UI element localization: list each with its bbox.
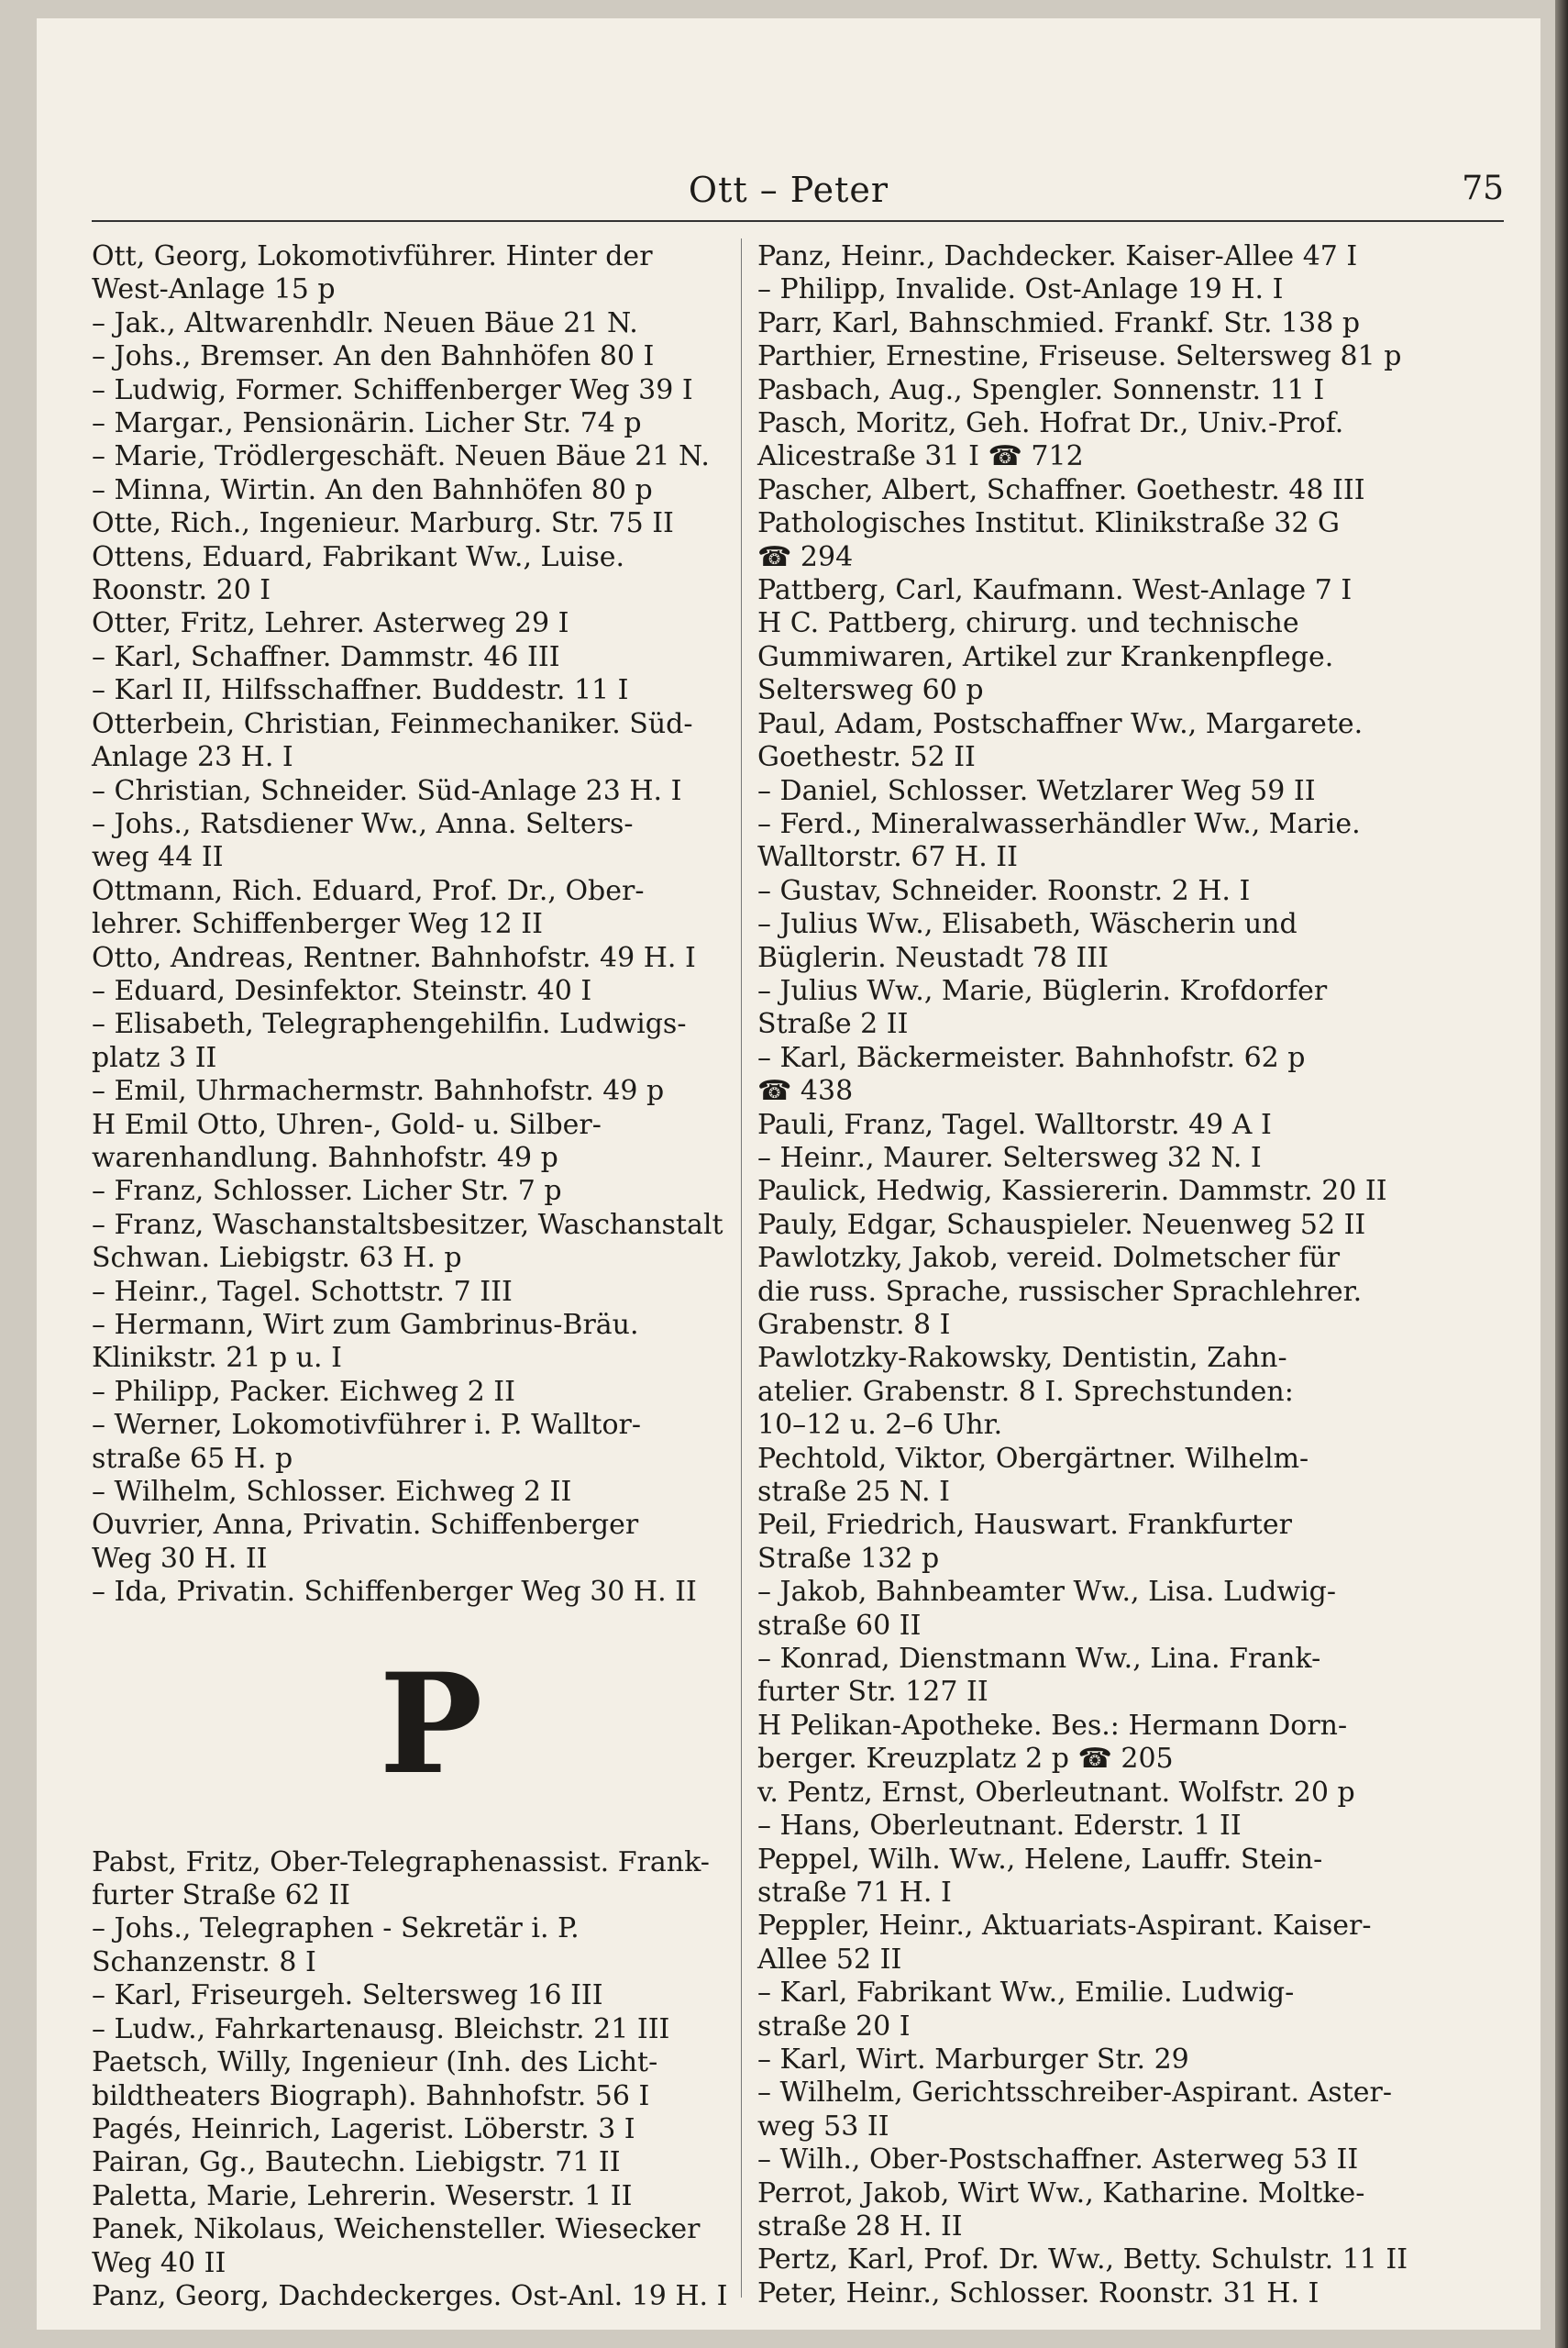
left-column bbox=[92, 240, 770, 2313]
directory-entry bbox=[757, 273, 1436, 306]
entry-line: – Johs., Telegraphen - Sekretär i. P. bbox=[92, 1912, 580, 1945]
directory-entry bbox=[92, 808, 770, 875]
directory-entry bbox=[757, 2177, 1436, 2244]
entry-line: Paletta, Marie, Lehrerin. Weserstr. 1 II bbox=[92, 2179, 633, 2212]
entry-line: – Heinr., Tagel. Schottstr. 7 III bbox=[92, 1275, 513, 1308]
directory-entry bbox=[757, 1042, 1436, 1109]
entry-line: straße 71 H. I bbox=[757, 1876, 952, 1909]
entry-line: v. Pentz, Ernst, Oberleutnant. Wolfstr. 20 p bbox=[757, 1776, 1355, 1809]
entry-line: straße 20 I bbox=[757, 2010, 911, 2043]
directory-entry bbox=[757, 240, 1436, 273]
entry-line: – Franz, Schlosser. Licher Str. 7 p bbox=[92, 1175, 562, 1208]
entry-line: Peppler, Heinr., Aktuariats-Aspirant. Kaiser- bbox=[757, 1910, 1372, 1943]
entry-line: – Ferd., Mineralwasserhändler Ww., Marie. bbox=[757, 807, 1361, 840]
entry-line: ☎ 294 bbox=[757, 540, 854, 573]
left-column-o-entries bbox=[92, 240, 770, 1610]
directory-entry bbox=[92, 1075, 770, 1108]
entry-line: Ottens, Eduard, Fabrikant Ww., Luise. bbox=[92, 540, 625, 573]
entry-line: Peter, Heinr., Schlosser. Roonstr. 31 H. I bbox=[757, 2276, 1320, 2309]
directory-entry bbox=[757, 2077, 1436, 2143]
entry-line: ☎ 438 bbox=[757, 1075, 854, 1108]
directory-entry bbox=[757, 2143, 1436, 2176]
entry-line: – Ludw., Fahrkartenausg. Bleichstr. 21 III bbox=[92, 2012, 670, 2045]
directory-entry bbox=[92, 1209, 770, 1276]
left-column-p-entries bbox=[92, 1846, 770, 2314]
entry-line: – Marie, Trödlergeschäft. Neuen Bäue 21 N. bbox=[92, 440, 710, 473]
directory-entry bbox=[757, 708, 1436, 775]
entry-line: – Karl, Bäckermeister. Bahnhofstr. 62 p bbox=[757, 1041, 1306, 1074]
entry-line: Straße 2 II bbox=[757, 1008, 909, 1041]
entry-line: berger. Kreuzplatz 2 p ☎ 205 bbox=[757, 1743, 1174, 1776]
entry-line: straße 65 H. p bbox=[92, 1442, 293, 1475]
entry-line: 10–12 u. 2–6 Uhr. bbox=[757, 1409, 1003, 1442]
letter-heading: P bbox=[379, 1643, 483, 1805]
right-column bbox=[757, 240, 1436, 2310]
directory-entry bbox=[757, 1576, 1436, 1643]
directory-entry bbox=[757, 1643, 1436, 1710]
entry-line: – Karl, Fabrikant Ww., Emilie. Ludwig- bbox=[757, 1977, 1295, 2010]
entry-line: Pagés, Heinrich, Lagerist. Löberstr. 3 I bbox=[92, 2112, 635, 2145]
directory-entry bbox=[92, 1175, 770, 1208]
entry-line: straße 28 H. II bbox=[757, 2210, 963, 2243]
directory-entry bbox=[757, 2243, 1436, 2276]
directory-entry bbox=[757, 975, 1436, 1042]
entry-line: Otterbein, Christian, Feinmechaniker. Süd- bbox=[92, 707, 693, 740]
directory-entry bbox=[757, 1777, 1436, 1810]
directory-entry bbox=[92, 407, 770, 440]
entry-line: Paul, Adam, Postschaffner Ww., Margarete. bbox=[757, 707, 1364, 740]
entry-line: – Eduard, Desinfektor. Steinstr. 40 I bbox=[92, 974, 592, 1007]
directory-entry bbox=[757, 474, 1436, 507]
entry-line: – Karl, Wirt. Marburger Str. 29 bbox=[757, 2043, 1189, 2076]
entry-line: – Gustav, Schneider. Roonstr. 2 H. I bbox=[757, 874, 1251, 907]
entry-line: – Hermann, Wirt zum Gambrinus-Bräu. bbox=[92, 1309, 639, 1341]
directory-entry bbox=[757, 374, 1436, 407]
book-spine-edge bbox=[1555, 0, 1568, 2348]
entry-line: furter Str. 127 II bbox=[757, 1676, 988, 1709]
directory-entry bbox=[92, 708, 770, 775]
directory-entry bbox=[757, 908, 1436, 975]
running-header: Ott – Peter bbox=[688, 170, 889, 210]
entry-line: Pasch, Moritz, Geh. Hofrat Dr., Univ.-Prof. bbox=[757, 407, 1344, 440]
entry-line: Alicestraße 31 I ☎ 712 bbox=[757, 440, 1084, 473]
entry-line: – Wilhelm, Gerichtsschreiber-Aspirant. Aster- bbox=[757, 2077, 1392, 2110]
entry-line: – Elisabeth, Telegraphengehilfin. Ludwigs- bbox=[92, 1008, 687, 1041]
entry-line: West-Anlage 15 p bbox=[92, 273, 336, 306]
entry-line: Pathologisches Institut. Klinikstraße 32 G bbox=[757, 507, 1340, 540]
directory-entry bbox=[757, 407, 1436, 474]
directory-entry bbox=[92, 1409, 770, 1476]
entry-line: – Heinr., Maurer. Seltersweg 32 N. I bbox=[757, 1141, 1262, 1174]
entry-line: Pasbach, Aug., Spengler. Sonnenstr. 11 I bbox=[757, 373, 1325, 406]
entry-line: straße 25 N. I bbox=[757, 1476, 950, 1509]
directory-entry bbox=[92, 2013, 770, 2046]
entry-line: – Wilh., Ober-Postschaffner. Asterweg 53 II bbox=[757, 2143, 1359, 2176]
directory-entry bbox=[757, 574, 1436, 708]
directory-entry bbox=[92, 775, 770, 808]
entry-line: Schanzenstr. 8 I bbox=[92, 1945, 316, 1978]
entry-line: Pairan, Gg., Bautechn. Liebigstr. 71 II bbox=[92, 2146, 621, 2179]
entry-line: Pascher, Albert, Schaffner. Goethestr. 48 III bbox=[757, 473, 1365, 506]
entry-line: – Karl II, Hilfsschaffner. Buddestr. 11 I bbox=[92, 674, 629, 707]
header-rule bbox=[92, 220, 1504, 222]
entry-line: Weg 30 H. II bbox=[92, 1542, 268, 1575]
directory-entry bbox=[757, 2043, 1436, 2077]
entry-line: – Christian, Schneider. Süd-Anlage 23 H. I bbox=[92, 774, 682, 807]
entry-line: Perrot, Jakob, Wirt Ww., Katharine. Moltke- bbox=[757, 2176, 1365, 2210]
directory-entry bbox=[757, 1443, 1436, 1510]
entry-line: Ottmann, Rich. Eduard, Prof. Dr., Ober- bbox=[92, 874, 645, 907]
entry-line: – Johs., Ratsdiener Ww., Anna. Selters- bbox=[92, 807, 634, 840]
directory-entry bbox=[757, 2277, 1436, 2310]
entry-line: – Ludwig, Former. Schiffenberger Weg 39 I bbox=[92, 373, 693, 406]
directory-entry bbox=[92, 2113, 770, 2146]
directory-entry bbox=[92, 374, 770, 407]
directory-entry bbox=[92, 875, 770, 942]
directory-entry bbox=[757, 1109, 1436, 1142]
directory-entry bbox=[92, 942, 770, 975]
entry-line: H Pelikan-Apotheke. Bes.: Hermann Dorn- bbox=[757, 1709, 1348, 1742]
directory-entry bbox=[92, 2280, 770, 2313]
entry-line: – Philipp, Packer. Eichweg 2 II bbox=[92, 1375, 515, 1408]
entry-line: atelier. Grabenstr. 8 I. Sprechstunden: bbox=[757, 1375, 1294, 1408]
directory-entry bbox=[757, 1509, 1436, 1576]
entry-line: Ott, Georg, Lokomotivführer. Hinter der bbox=[92, 240, 653, 272]
entry-line: – Wilhelm, Schlosser. Eichweg 2 II bbox=[92, 1476, 572, 1509]
directory-entry bbox=[92, 307, 770, 340]
directory-entry bbox=[92, 641, 770, 674]
entry-line: Peil, Friedrich, Hauswart. Frankfurter bbox=[757, 1509, 1292, 1542]
entry-line: Panz, Heinr., Dachdecker. Kaiser-Allee 47 I bbox=[757, 240, 1358, 272]
page-number: 75 bbox=[1462, 170, 1504, 207]
directory-entry bbox=[757, 1209, 1436, 1242]
entry-line: – Johs., Bremser. An den Bahnhöfen 80 I bbox=[92, 340, 655, 373]
directory-entry bbox=[757, 507, 1436, 574]
directory-entry bbox=[92, 474, 770, 507]
entry-line: – Konrad, Dienstmann Ww., Lina. Frank- bbox=[757, 1643, 1321, 1676]
entry-line: Goethestr. 52 II bbox=[757, 741, 976, 774]
entry-line: H C. Pattberg, chirurg. und technische bbox=[757, 607, 1299, 640]
entry-line: – Jakob, Bahnbeamter Ww., Lisa. Ludwig- bbox=[757, 1576, 1337, 1609]
directory-entry bbox=[92, 1008, 770, 1075]
entry-line: Panz, Georg, Dachdeckerges. Ost-Anl. 19 H. I bbox=[92, 2279, 728, 2312]
entry-line: Gummiwaren, Artikel zur Krankenpflege. bbox=[757, 640, 1334, 673]
directory-entry bbox=[92, 607, 770, 640]
directory-entry bbox=[92, 507, 770, 540]
entry-line: Otter, Fritz, Lehrer. Asterweg 29 I bbox=[92, 607, 569, 640]
entry-line: weg 53 II bbox=[757, 2110, 889, 2143]
entry-line: Pawlotzky, Jakob, vereid. Dolmetscher für bbox=[757, 1242, 1341, 1275]
entry-line: Ouvrier, Anna, Privatin. Schiffenberger bbox=[92, 1509, 639, 1542]
entry-line: H Emil Otto, Uhren-, Gold- u. Silber- bbox=[92, 1108, 602, 1141]
entry-line: Pabst, Fritz, Ober-Telegraphenassist. Frank- bbox=[92, 1845, 710, 1878]
directory-entry bbox=[757, 808, 1436, 875]
entry-line: – Emil, Uhrmachermstr. Bahnhofstr. 49 p bbox=[92, 1075, 665, 1108]
directory-entry bbox=[757, 307, 1436, 340]
directory-entry bbox=[92, 2180, 770, 2213]
entry-line: Otto, Andreas, Rentner. Bahnhofstr. 49 H. I bbox=[92, 941, 696, 974]
entry-line: Büglerin. Neustadt 78 III bbox=[757, 941, 1109, 974]
entry-line: Grabenstr. 8 I bbox=[757, 1309, 951, 1341]
directory-entry bbox=[92, 1476, 770, 1509]
directory-entry bbox=[92, 1309, 770, 1376]
directory-entry bbox=[92, 240, 770, 307]
entry-line: Pertz, Karl, Prof. Dr. Ww., Betty. Schulstr. 11 II bbox=[757, 2243, 1408, 2276]
entry-line: – Franz, Waschanstaltsbesitzer, Waschanstalt bbox=[92, 1208, 723, 1241]
directory-entry bbox=[757, 1710, 1436, 1777]
entry-line: Panek, Nikolaus, Weichensteller. Wiesecker bbox=[92, 2213, 701, 2246]
directory-entry bbox=[92, 340, 770, 373]
entry-line: Otte, Rich., Ingenieur. Marburg. Str. 75 II bbox=[92, 507, 674, 540]
entry-line: platz 3 II bbox=[92, 1041, 217, 1074]
directory-entry bbox=[757, 340, 1436, 373]
directory-entry bbox=[757, 875, 1436, 908]
directory-entry bbox=[757, 1910, 1436, 1977]
entry-line: Anlage 23 H. I bbox=[92, 741, 293, 774]
entry-line: – Philipp, Invalide. Ost-Anlage 19 H. I bbox=[757, 273, 1284, 306]
entry-line: Weg 40 II bbox=[92, 2246, 226, 2279]
entry-line: die russ. Sprache, russischer Sprachlehrer. bbox=[757, 1275, 1363, 1308]
entry-line: straße 60 II bbox=[757, 1609, 922, 1642]
directory-entry bbox=[92, 2046, 770, 2113]
entry-line: Schwan. Liebigstr. 63 H. p bbox=[92, 1242, 462, 1275]
directory-entry bbox=[92, 1576, 770, 1609]
directory-entry bbox=[92, 1376, 770, 1409]
entry-line: – Margar., Pensionärin. Licher Str. 74 p bbox=[92, 407, 642, 440]
column-divider bbox=[741, 238, 742, 2298]
entry-line: – Minna, Wirtin. An den Bahnhöfen 80 p bbox=[92, 473, 653, 506]
entry-line: Paulick, Hedwig, Kassiererin. Dammstr. 20 II bbox=[757, 1175, 1387, 1208]
entry-line: Pattberg, Carl, Kaufmann. West-Anlage 7 I bbox=[757, 574, 1353, 607]
entry-line: – Julius Ww., Marie, Büglerin. Krofdorfer bbox=[757, 974, 1328, 1007]
entry-line: Seltersweg 60 p bbox=[757, 674, 984, 707]
entry-line: Pauli, Franz, Tagel. Walltorstr. 49 A I bbox=[757, 1108, 1272, 1141]
directory-entry bbox=[757, 1142, 1436, 1175]
entry-line: – Karl, Schaffner. Dammstr. 46 III bbox=[92, 640, 560, 673]
directory-entry bbox=[757, 1175, 1436, 1208]
entry-line: – Hans, Oberleutnant. Ederstr. 1 II bbox=[757, 1810, 1242, 1843]
directory-entry bbox=[92, 440, 770, 473]
directory-entry bbox=[757, 1810, 1436, 1843]
entry-line: Klinikstr. 21 p u. I bbox=[92, 1342, 342, 1375]
entry-line: Roonstr. 20 I bbox=[92, 574, 271, 607]
directory-entry bbox=[757, 1342, 1436, 1442]
entry-line: bildtheaters Biograph). Bahnhofstr. 56 I bbox=[92, 2079, 650, 2112]
entry-line: Paetsch, Willy, Ingenieur (Inh. des Licht- bbox=[92, 2046, 658, 2079]
entry-line: – Daniel, Schlosser. Wetzlarer Weg 59 II bbox=[757, 774, 1316, 807]
entry-line: Pechtold, Viktor, Obergärtner. Wilhelm- bbox=[757, 1442, 1309, 1475]
directory-entry bbox=[92, 1912, 770, 1979]
entry-line: Peppel, Wilh. Ww., Helene, Lauffr. Stein- bbox=[757, 1843, 1323, 1876]
directory-entry bbox=[757, 1242, 1436, 1342]
entry-line: warenhandlung. Bahnhofstr. 49 p bbox=[92, 1141, 558, 1174]
entry-line: – Ida, Privatin. Schiffenberger Weg 30 H. II bbox=[92, 1576, 697, 1609]
entry-line: weg 44 II bbox=[92, 841, 224, 874]
directory-entry bbox=[757, 775, 1436, 808]
directory-entry bbox=[92, 975, 770, 1008]
entry-line: Pawlotzky-Rakowsky, Dentistin, Zahn- bbox=[757, 1342, 1287, 1375]
directory-entry bbox=[92, 1846, 770, 1913]
directory-entry bbox=[92, 1509, 770, 1576]
entry-line: – Werner, Lokomotivführer i. P. Walltor- bbox=[92, 1409, 642, 1442]
directory-entry bbox=[92, 2213, 770, 2280]
entry-line: Allee 52 II bbox=[757, 1943, 902, 1976]
entry-line: Pauly, Edgar, Schauspieler. Neuenweg 52 II bbox=[757, 1208, 1366, 1241]
entry-line: Parr, Karl, Bahnschmied. Frankf. Str. 138 p bbox=[757, 306, 1361, 339]
directory-entry bbox=[92, 1109, 770, 1176]
entry-line: Straße 132 p bbox=[757, 1542, 940, 1575]
entry-line: lehrer. Schiffenberger Weg 12 II bbox=[92, 908, 543, 941]
directory-entry bbox=[92, 1979, 770, 2012]
entry-line: – Karl, Friseurgeh. Seltersweg 16 III bbox=[92, 1979, 603, 2012]
right-column-entries bbox=[757, 240, 1436, 2310]
entry-line: Walltorstr. 67 H. II bbox=[757, 841, 1018, 874]
directory-entry bbox=[92, 1276, 770, 1309]
entry-line: – Julius Ww., Elisabeth, Wäscherin und bbox=[757, 908, 1297, 941]
directory-page bbox=[37, 18, 1540, 2330]
directory-entry bbox=[92, 674, 770, 707]
entry-line: furter Straße 62 II bbox=[92, 1879, 351, 1912]
directory-entry bbox=[757, 1977, 1436, 2043]
entry-line: – Jak., Altwarenhdlr. Neuen Bäue 21 N. bbox=[92, 306, 638, 339]
directory-entry bbox=[92, 541, 770, 608]
directory-entry bbox=[92, 2146, 770, 2179]
directory-entry bbox=[757, 1844, 1436, 1911]
entry-line: Parthier, Ernestine, Friseuse. Seltersweg 81 p bbox=[757, 340, 1402, 373]
